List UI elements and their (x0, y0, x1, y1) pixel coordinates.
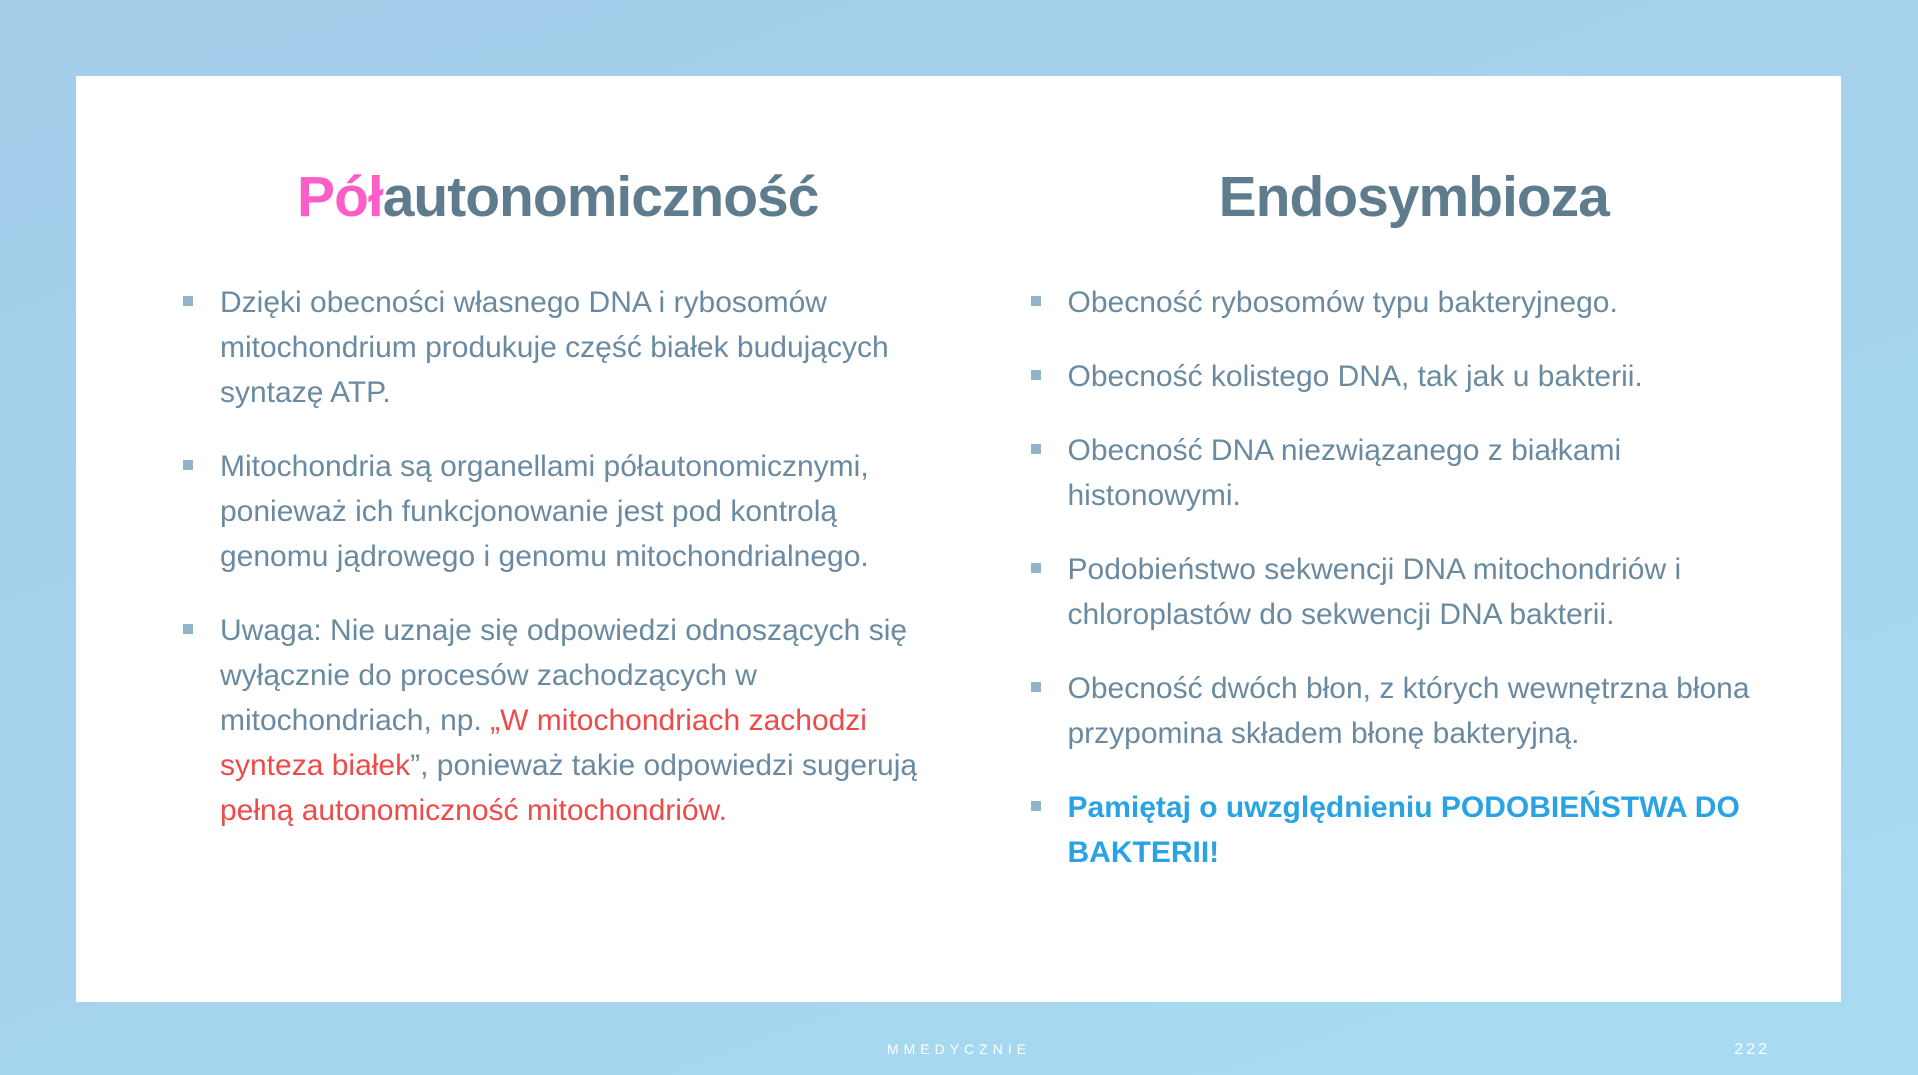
text-segment-red: „W mitochondriach zachodzi synteza białek (220, 704, 867, 782)
bullet-square-icon (183, 296, 193, 306)
text-segment-body: Obecność kolistego DNA, tak jak u bakterii. (1067, 360, 1643, 393)
right-column (959, 76, 1842, 1002)
bullet-square-icon (1031, 563, 1041, 573)
text-segment-body: Mitochondria są organellami półautonomicznymi, ponieważ ich funkcjonowanie jest pod kontrolą genomu jądrowego i genomu mitochondrialnego. (220, 450, 869, 573)
bullet-item (1031, 354, 1798, 399)
left-title-rest: autonomiczność (382, 165, 819, 229)
footer-brand: MMEDYCZNIE (886, 1041, 1032, 1057)
bullet-square-icon (1031, 682, 1041, 692)
bullet-item (1031, 785, 1798, 875)
text-segment-body: Obecność DNA niezwiązanego z białkami histonowymi. (1067, 434, 1622, 512)
bullet-square-icon (1031, 801, 1041, 811)
bullet-item (1031, 280, 1798, 325)
bullet-item (183, 608, 933, 833)
text-segment-body: Obecność dwóch błon, z których wewnętrzna błona przypomina składem błonę bakteryjną. (1067, 672, 1750, 750)
right-bullet-list (1031, 280, 1798, 875)
text-segment-body: Podobieństwo sekwencji DNA mitochondriów i chloroplastów do sekwencji DNA bakterii. (1067, 553, 1682, 631)
bullet-square-icon (183, 460, 193, 470)
text-segment-red: pełną autonomiczność mitochondriów. (220, 794, 727, 827)
left-bullet-list (183, 280, 933, 833)
left-column-title (183, 164, 933, 230)
bullet-square-icon (1031, 296, 1041, 306)
left-column (76, 76, 959, 1002)
slide-card (76, 76, 1841, 1002)
bullet-square-icon (1031, 444, 1041, 454)
bullet-item (1031, 428, 1798, 518)
bullet-item (1031, 666, 1798, 756)
bullet-item (183, 444, 933, 579)
page-number: 222 (1734, 1041, 1770, 1058)
bullet-item (183, 280, 933, 415)
right-column-title: Endosymbioza (1218, 165, 1609, 229)
text-segment-body: ”, ponieważ takie odpowiedzi sugerują (410, 749, 918, 782)
text-segment-body: Uwaga: Nie uznaje się odpowiedzi odnoszących się wyłącznie do procesów zachodzących w mitochondriach, np. (220, 614, 908, 737)
text-segment-body: Dzięki obecności własnego DNA i rybosomów mitochondrium produkuje część białek budujących syntazę ATP. (220, 286, 889, 409)
text-segment-body: Obecność rybosomów typu bakteryjnego. (1067, 286, 1618, 319)
bullet-item (1031, 547, 1798, 637)
bullet-square-icon (183, 624, 193, 634)
text-segment-highlight: Pamiętaj o uwzględnieniu PODOBIEŃSTWA DO BAKTERII! (1067, 791, 1740, 869)
bullet-square-icon (1031, 370, 1041, 380)
left-title-accent: Pół (297, 165, 383, 229)
